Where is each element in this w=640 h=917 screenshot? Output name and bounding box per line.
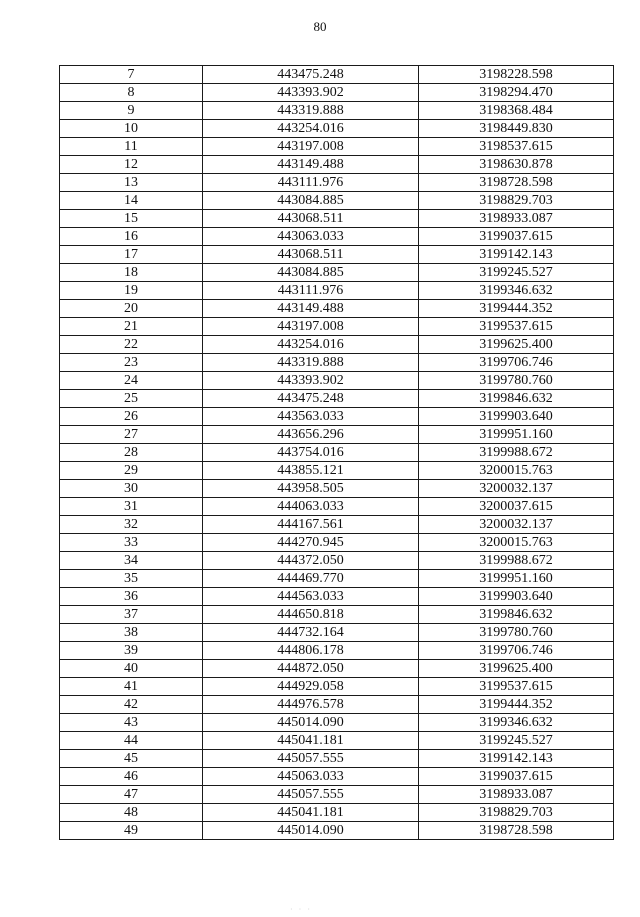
y-coordinate-cell: 3199444.352 xyxy=(419,696,614,714)
point-number-cell: 22 xyxy=(60,336,203,354)
x-coordinate-cell: 444806.178 xyxy=(203,642,419,660)
point-number-cell: 30 xyxy=(60,480,203,498)
x-coordinate-cell: 445041.181 xyxy=(203,732,419,750)
x-coordinate-cell: 445014.090 xyxy=(203,714,419,732)
x-coordinate-cell: 443254.016 xyxy=(203,120,419,138)
x-coordinate-cell: 443656.296 xyxy=(203,426,419,444)
point-number-cell: 13 xyxy=(60,174,203,192)
table-row xyxy=(60,102,614,120)
table-row xyxy=(60,390,614,408)
point-number-cell: 36 xyxy=(60,588,203,606)
x-coordinate-cell: 443197.008 xyxy=(203,318,419,336)
table-row xyxy=(60,714,614,732)
x-coordinate-cell: 443149.488 xyxy=(203,300,419,318)
table-row xyxy=(60,498,614,516)
table-row xyxy=(60,822,614,840)
point-number-cell: 25 xyxy=(60,390,203,408)
table-row xyxy=(60,516,614,534)
table-row xyxy=(60,84,614,102)
coordinates-table-body xyxy=(60,66,614,840)
point-number-cell: 15 xyxy=(60,210,203,228)
point-number-cell: 40 xyxy=(60,660,203,678)
y-coordinate-cell: 3198228.598 xyxy=(419,66,614,84)
x-coordinate-cell: 444872.050 xyxy=(203,660,419,678)
point-number-cell: 41 xyxy=(60,678,203,696)
table-row xyxy=(60,570,614,588)
y-coordinate-cell: 3198449.830 xyxy=(419,120,614,138)
y-coordinate-cell: 3199537.615 xyxy=(419,678,614,696)
x-coordinate-cell: 443319.888 xyxy=(203,102,419,120)
x-coordinate-cell: 444270.945 xyxy=(203,534,419,552)
x-coordinate-cell: 445057.555 xyxy=(203,750,419,768)
x-coordinate-cell: 444650.818 xyxy=(203,606,419,624)
table-row xyxy=(60,696,614,714)
table-row xyxy=(60,228,614,246)
table-row xyxy=(60,444,614,462)
x-coordinate-cell: 445057.555 xyxy=(203,786,419,804)
y-coordinate-cell: 3199625.400 xyxy=(419,660,614,678)
table-row xyxy=(60,606,614,624)
y-coordinate-cell: 3199780.760 xyxy=(419,372,614,390)
table-row xyxy=(60,534,614,552)
table-row xyxy=(60,642,614,660)
point-number-cell: 43 xyxy=(60,714,203,732)
point-number-cell: 20 xyxy=(60,300,203,318)
table-row xyxy=(60,174,614,192)
x-coordinate-cell: 445014.090 xyxy=(203,822,419,840)
table-row xyxy=(60,120,614,138)
x-coordinate-cell: 445041.181 xyxy=(203,804,419,822)
table-row xyxy=(60,408,614,426)
table-row xyxy=(60,138,614,156)
y-coordinate-cell: 3199245.527 xyxy=(419,264,614,282)
coordinates-table xyxy=(59,65,614,840)
table-row xyxy=(60,786,614,804)
x-coordinate-cell: 444732.164 xyxy=(203,624,419,642)
x-coordinate-cell: 443254.016 xyxy=(203,336,419,354)
y-coordinate-cell: 3198933.087 xyxy=(419,786,614,804)
table-row xyxy=(60,624,614,642)
x-coordinate-cell: 443197.008 xyxy=(203,138,419,156)
x-coordinate-cell: 444469.770 xyxy=(203,570,419,588)
y-coordinate-cell: 3198829.703 xyxy=(419,804,614,822)
point-number-cell: 18 xyxy=(60,264,203,282)
point-number-cell: 48 xyxy=(60,804,203,822)
x-coordinate-cell: 444063.033 xyxy=(203,498,419,516)
y-coordinate-cell: 3198728.598 xyxy=(419,174,614,192)
table-row xyxy=(60,282,614,300)
table-row xyxy=(60,210,614,228)
y-coordinate-cell: 3199625.400 xyxy=(419,336,614,354)
x-coordinate-cell: 444372.050 xyxy=(203,552,419,570)
y-coordinate-cell: 3199988.672 xyxy=(419,444,614,462)
point-number-cell: 27 xyxy=(60,426,203,444)
y-coordinate-cell: 3199142.143 xyxy=(419,246,614,264)
point-number-cell: 23 xyxy=(60,354,203,372)
y-coordinate-cell: 3199988.672 xyxy=(419,552,614,570)
x-coordinate-cell: 443855.121 xyxy=(203,462,419,480)
x-coordinate-cell: 443084.885 xyxy=(203,264,419,282)
y-coordinate-cell: 3198294.470 xyxy=(419,84,614,102)
point-number-cell: 44 xyxy=(60,732,203,750)
point-number-cell: 8 xyxy=(60,84,203,102)
point-number-cell: 32 xyxy=(60,516,203,534)
x-coordinate-cell: 443958.505 xyxy=(203,480,419,498)
table-row xyxy=(60,678,614,696)
x-coordinate-cell: 443393.902 xyxy=(203,372,419,390)
y-coordinate-cell: 3199037.615 xyxy=(419,768,614,786)
y-coordinate-cell: 3200015.763 xyxy=(419,534,614,552)
table-row xyxy=(60,804,614,822)
x-coordinate-cell: 443149.488 xyxy=(203,156,419,174)
y-coordinate-cell: 3200032.137 xyxy=(419,480,614,498)
point-number-cell: 21 xyxy=(60,318,203,336)
table-row xyxy=(60,156,614,174)
point-number-cell: 16 xyxy=(60,228,203,246)
y-coordinate-cell: 3199142.143 xyxy=(419,750,614,768)
y-coordinate-cell: 3198829.703 xyxy=(419,192,614,210)
table-row xyxy=(60,66,614,84)
point-number-cell: 9 xyxy=(60,102,203,120)
table-row xyxy=(60,552,614,570)
point-number-cell: 26 xyxy=(60,408,203,426)
point-number-cell: 42 xyxy=(60,696,203,714)
point-number-cell: 10 xyxy=(60,120,203,138)
table-row xyxy=(60,318,614,336)
y-coordinate-cell: 3198368.484 xyxy=(419,102,614,120)
y-coordinate-cell: 3199846.632 xyxy=(419,390,614,408)
table-row xyxy=(60,336,614,354)
point-number-cell: 49 xyxy=(60,822,203,840)
table-row xyxy=(60,246,614,264)
y-coordinate-cell: 3198728.598 xyxy=(419,822,614,840)
y-coordinate-cell: 3199346.632 xyxy=(419,714,614,732)
y-coordinate-cell: 3198537.615 xyxy=(419,138,614,156)
x-coordinate-cell: 443063.033 xyxy=(203,228,419,246)
y-coordinate-cell: 3199706.746 xyxy=(419,642,614,660)
point-number-cell: 31 xyxy=(60,498,203,516)
x-coordinate-cell: 444563.033 xyxy=(203,588,419,606)
point-number-cell: 24 xyxy=(60,372,203,390)
point-number-cell: 47 xyxy=(60,786,203,804)
point-number-cell: 29 xyxy=(60,462,203,480)
x-coordinate-cell: 443754.016 xyxy=(203,444,419,462)
x-coordinate-cell: 443475.248 xyxy=(203,390,419,408)
x-coordinate-cell: 444167.561 xyxy=(203,516,419,534)
point-number-cell: 11 xyxy=(60,138,203,156)
y-coordinate-cell: 3199444.352 xyxy=(419,300,614,318)
y-coordinate-cell: 3199346.632 xyxy=(419,282,614,300)
table-row xyxy=(60,462,614,480)
y-coordinate-cell: 3199903.640 xyxy=(419,588,614,606)
point-number-cell: 38 xyxy=(60,624,203,642)
x-coordinate-cell: 443111.976 xyxy=(203,174,419,192)
y-coordinate-cell: 3199037.615 xyxy=(419,228,614,246)
point-number-cell: 35 xyxy=(60,570,203,588)
table-row xyxy=(60,588,614,606)
x-coordinate-cell: 443563.033 xyxy=(203,408,419,426)
point-number-cell: 28 xyxy=(60,444,203,462)
point-number-cell: 7 xyxy=(60,66,203,84)
table-row xyxy=(60,768,614,786)
y-coordinate-cell: 3200032.137 xyxy=(419,516,614,534)
x-coordinate-cell: 443475.248 xyxy=(203,66,419,84)
y-coordinate-cell: 3199951.160 xyxy=(419,570,614,588)
y-coordinate-cell: 3199903.640 xyxy=(419,408,614,426)
table-row xyxy=(60,192,614,210)
x-coordinate-cell: 443393.902 xyxy=(203,84,419,102)
point-number-cell: 34 xyxy=(60,552,203,570)
footer-mark: · · · xyxy=(290,905,312,914)
x-coordinate-cell: 443084.885 xyxy=(203,192,419,210)
point-number-cell: 39 xyxy=(60,642,203,660)
table-row xyxy=(60,480,614,498)
point-number-cell: 37 xyxy=(60,606,203,624)
point-number-cell: 14 xyxy=(60,192,203,210)
point-number-cell: 12 xyxy=(60,156,203,174)
table-row xyxy=(60,372,614,390)
y-coordinate-cell: 3198630.878 xyxy=(419,156,614,174)
point-number-cell: 17 xyxy=(60,246,203,264)
table-row xyxy=(60,264,614,282)
x-coordinate-cell: 444929.058 xyxy=(203,678,419,696)
x-coordinate-cell: 443319.888 xyxy=(203,354,419,372)
y-coordinate-cell: 3199706.746 xyxy=(419,354,614,372)
point-number-cell: 45 xyxy=(60,750,203,768)
table-row xyxy=(60,426,614,444)
y-coordinate-cell: 3199245.527 xyxy=(419,732,614,750)
table-row xyxy=(60,732,614,750)
y-coordinate-cell: 3199846.632 xyxy=(419,606,614,624)
x-coordinate-cell: 444976.578 xyxy=(203,696,419,714)
x-coordinate-cell: 443068.511 xyxy=(203,210,419,228)
page-number: 80 xyxy=(313,19,327,34)
y-coordinate-cell: 3200015.763 xyxy=(419,462,614,480)
point-number-cell: 19 xyxy=(60,282,203,300)
table-row xyxy=(60,300,614,318)
point-number-cell: 46 xyxy=(60,768,203,786)
y-coordinate-cell: 3199537.615 xyxy=(419,318,614,336)
table-row xyxy=(60,660,614,678)
y-coordinate-cell: 3198933.087 xyxy=(419,210,614,228)
point-number-cell: 33 xyxy=(60,534,203,552)
y-coordinate-cell: 3199780.760 xyxy=(419,624,614,642)
y-coordinate-cell: 3199951.160 xyxy=(419,426,614,444)
x-coordinate-cell: 443068.511 xyxy=(203,246,419,264)
y-coordinate-cell: 3200037.615 xyxy=(419,498,614,516)
table-row xyxy=(60,354,614,372)
table-row xyxy=(60,750,614,768)
x-coordinate-cell: 443111.976 xyxy=(203,282,419,300)
x-coordinate-cell: 445063.033 xyxy=(203,768,419,786)
